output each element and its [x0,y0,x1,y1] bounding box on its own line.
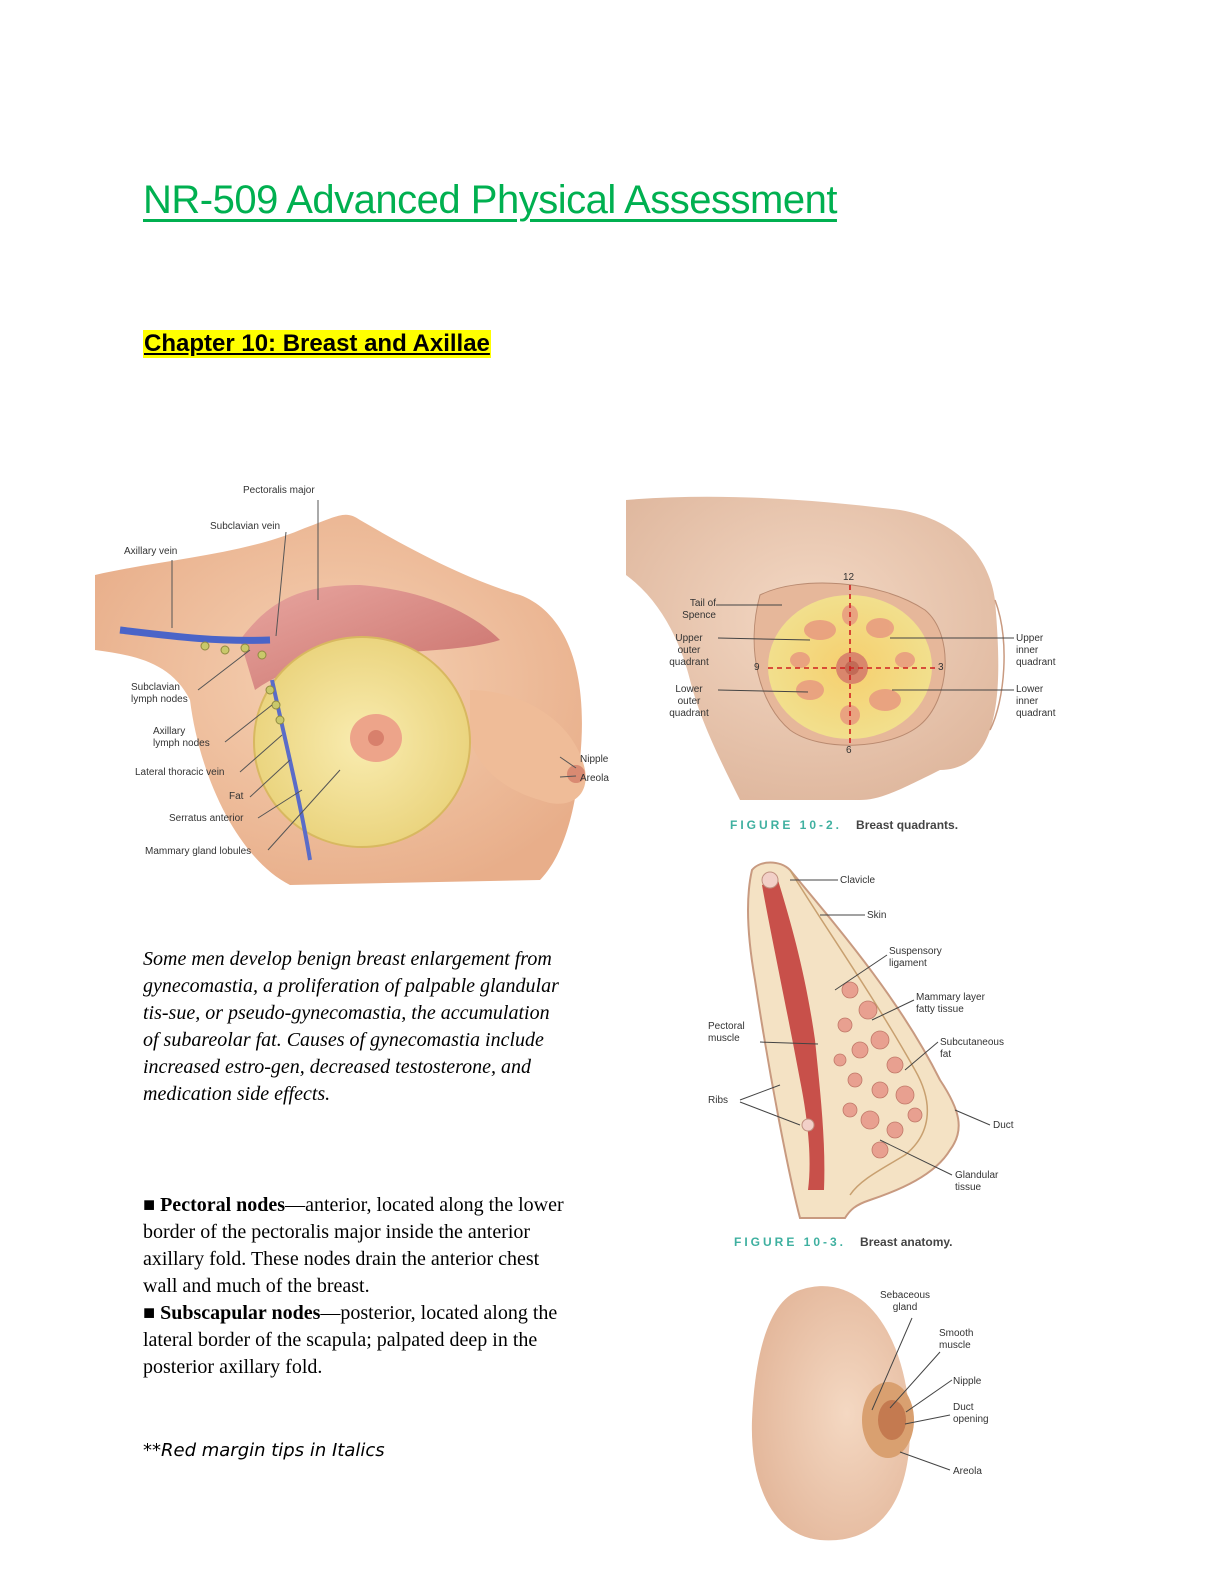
label-subclavian-vein: Subclavian vein [210,521,281,532]
label-areola: Areola [580,773,609,784]
label-pectoral-muscle: Pectoral muscle [708,1021,745,1044]
label-pectoralis-major: Pectoralis major [243,485,315,496]
label-axillary-vein: Axillary vein [124,546,178,557]
chapter-heading: Chapter 10: Breast and Axillae [144,330,490,357]
document-title: NR-509 Advanced Physical Assessment [143,178,837,222]
label-nipple: Nipple [580,754,609,765]
label-mammary-gland-lobules: Mammary gland lobules [145,846,252,857]
label-nipple-detail: Nipple [953,1376,982,1387]
figure-10-3-caption: FIGURE 10-3. Breast anatomy. [734,1235,953,1249]
gynecomastia-tip: Some men develop benign breast enlargement from gynecomastia, a proliferation of palpable glandular tis-sue, or pseudo-gynecomastia, the accumulation of subareolar fat. Causes of gynecomastia include increased estro-gen, decreased testosterone, and medication side effects. [143,948,559,1105]
label-lower-outer-quadrant: Lower outer quadrant [669,684,709,719]
footer-note: **Red margin tips in Italics [143,1440,385,1461]
label-areola-detail: Areola [953,1466,982,1477]
pectoral-nodes-item: ■ Pectoral nodes—anterior, located along the lower border of the pectoralis major inside the anterior axillary fold. These nodes drain the anterior chest wall and much of the breast. [143,1194,564,1297]
subscapular-nodes-item: ■ Subscapular nodes—posterior, located along the lateral border of the scapula; palpated deep in the posterior axillary fold. [143,1302,558,1378]
lymph-node-descriptions [143,1192,573,1381]
figure-10-2-caption: FIGURE 10-2. Breast quadrants. [730,818,959,832]
label-serratus-anterior: Serratus anterior [169,813,244,824]
label-subcutaneous-fat: Subcutaneous fat [940,1037,1004,1060]
label-axillary-lymph-nodes: Axillary lymph nodes [153,726,210,749]
label-duct-opening: Duct opening [953,1402,989,1425]
label-sebaceous-gland: Sebaceous gland [880,1290,931,1313]
label-tail-of-spence: Tail of Spence [682,598,716,621]
label-clock-9: 9 [754,662,760,673]
label-clock-12: 12 [843,572,855,583]
label-smooth-muscle: Smooth muscle [939,1328,974,1351]
label-subclavian-lymph-nodes: Subclavian lymph nodes [131,682,188,705]
label-suspensory-ligament: Suspensory ligament [889,946,942,969]
label-upper-outer-quadrant: Upper outer quadrant [669,633,709,668]
label-upper-inner-quadrant: Upper inner quadrant [1016,633,1056,668]
label-mammary-fatty-tissue: Mammary layer fatty tissue [916,992,985,1015]
label-duct: Duct [993,1120,1014,1131]
label-clavicle: Clavicle [840,875,876,886]
label-glandular-tissue: Glandular tissue [955,1170,999,1193]
label-fat: Fat [229,791,244,802]
label-skin: Skin [867,910,887,921]
label-lower-inner-quadrant: Lower inner quadrant [1016,684,1056,719]
label-ribs: Ribs [708,1095,729,1106]
label-lateral-thoracic-vein: Lateral thoracic vein [135,767,225,778]
label-clock-3: 3 [938,662,944,673]
label-clock-6: 6 [846,745,852,756]
